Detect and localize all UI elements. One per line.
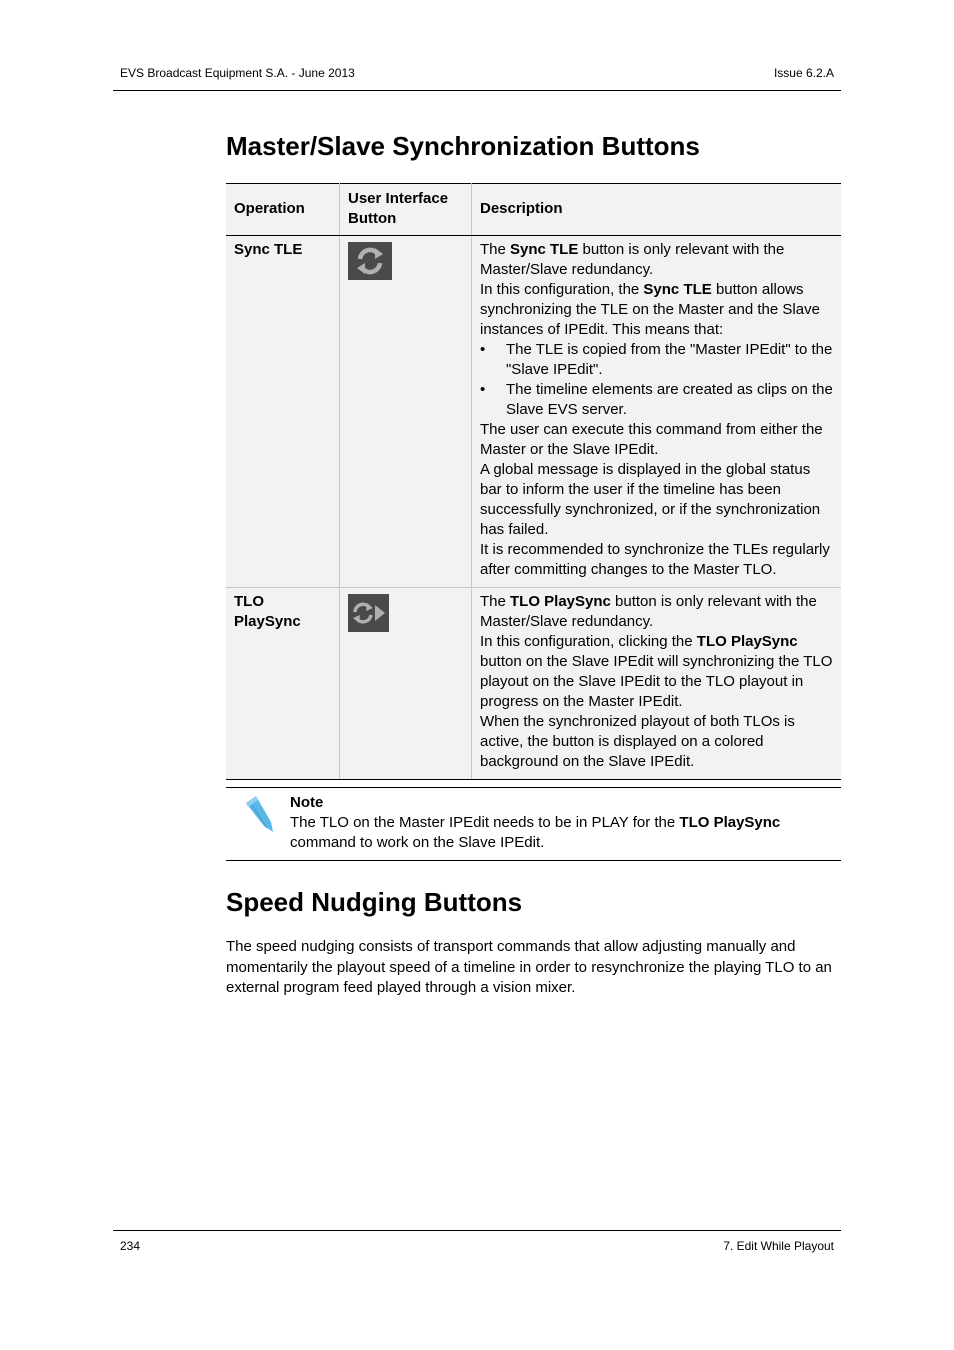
speed-nudging-paragraph: The speed nudging consists of transport commands that allow adjusting manually and momentarily the playout speed of a timeline in order to resynchronize the playing TLO to an external program feed played through a vision mixer. bbox=[226, 938, 832, 996]
row-operation-tlo-playsync: TLO PlaySync bbox=[226, 588, 340, 780]
desc-paragraph: In this configuration, clicking the TLO PlaySync button on the Slave IPEdit will synchronizing the TLO playout on the Slave IPEdit to the TLO playout in progress on the Master IPEdit. bbox=[479, 633, 833, 710]
table-row bbox=[226, 588, 841, 780]
desc-paragraph: The user can execute this command from either the Master or the Slave IPEdit. bbox=[479, 421, 823, 458]
list-item: • The TLE is copied from the "Master IPEdit" to the "Slave IPEdit". bbox=[480, 340, 833, 380]
desc-paragraph: When the synchronized playout of both TLOs is active, the button is displayed on a colored background on the Slave IPEdit. bbox=[479, 713, 795, 770]
note-box bbox=[226, 787, 841, 861]
page-header bbox=[113, 64, 841, 91]
page-number: 234 bbox=[120, 1239, 141, 1253]
pencil-icon bbox=[242, 794, 276, 834]
header-operation: Operation bbox=[226, 184, 340, 236]
header-ui-button: User Interface Button bbox=[340, 184, 472, 236]
sync-play-icon bbox=[348, 594, 389, 632]
chapter-title: 7. Edit While Playout bbox=[723, 1239, 834, 1253]
note-title: Note bbox=[290, 794, 324, 811]
header-description: Description bbox=[471, 184, 841, 236]
section-title-sync: Master/Slave Synchronization Buttons bbox=[226, 131, 700, 161]
table-row bbox=[226, 236, 841, 588]
desc-bullet-list bbox=[480, 340, 833, 420]
desc-paragraph: It is recommended to synchronize the TLEs regularly after committing changes to the Master TLO. bbox=[479, 541, 830, 578]
row-icon-cell bbox=[340, 236, 472, 588]
list-item: • The timeline elements are created as clips on the Slave EVS server. bbox=[480, 380, 833, 420]
page-footer bbox=[113, 1230, 841, 1261]
section-title-speed: Speed Nudging Buttons bbox=[226, 887, 523, 917]
desc-paragraph: A global message is displayed in the global status bar to inform the user if the timeline has been successfully synchronized, or if the synchronization has failed. bbox=[479, 461, 821, 538]
desc-paragraph: In this configuration, the Sync TLE button allows synchronizing the TLE on the Master and the Slave instances of IPEdit. This means that: bbox=[479, 281, 820, 338]
header-publisher: EVS Broadcast Equipment S.A. - June 2013 bbox=[120, 66, 355, 80]
header-issue: Issue 6.2.A bbox=[773, 66, 834, 80]
row-description-sync-tle bbox=[471, 236, 841, 588]
desc-paragraph: The TLO PlaySync button is only relevant with the Master/Slave redundancy. bbox=[479, 593, 817, 630]
table-header-row bbox=[226, 184, 841, 236]
desc-paragraph: The Sync TLE button is only relevant with the Master/Slave redundancy. bbox=[479, 241, 785, 278]
row-icon-cell bbox=[340, 588, 472, 780]
note-text: The TLO on the Master IPEdit needs to be in PLAY for the TLO PlaySync command to work on the Slave IPEdit. bbox=[290, 814, 781, 851]
operations-table bbox=[226, 183, 841, 780]
row-description-tlo-playsync bbox=[471, 588, 841, 780]
row-operation-sync-tle: Sync TLE bbox=[226, 236, 340, 588]
sync-icon bbox=[348, 242, 392, 280]
